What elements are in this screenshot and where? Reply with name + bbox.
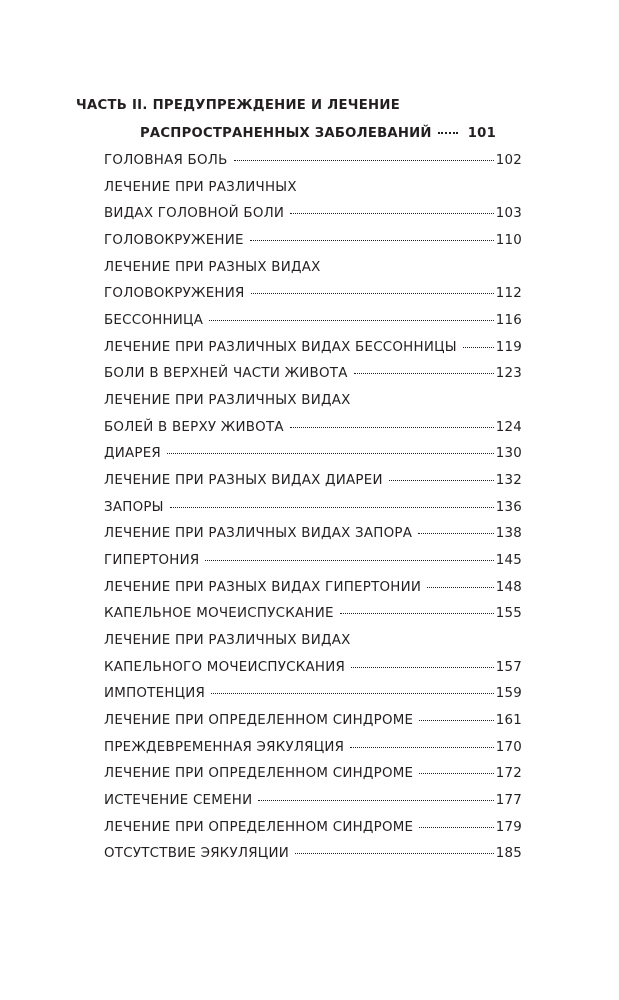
toc-entry [104, 206, 522, 226]
toc-entry-page: 161 [495, 713, 522, 728]
toc-entry-page: 119 [495, 340, 522, 355]
toc-entry-title: КАПЕЛЬНОЕ МОЧЕИСПУСКАНИЕ [104, 606, 334, 621]
toc-entry-title-line1: ЛЕЧЕНИЕ ПРИ РАЗЛИЧНЫХ ВИДАХ [104, 633, 351, 648]
leader-dots [170, 507, 494, 508]
toc-entry-title: ГИПЕРТОНИЯ [104, 553, 200, 568]
toc-entry-title: ЛЕЧЕНИЕ ПРИ РАЗЛИЧНЫХ ВИДАХ БЕССОННИЦЫ [104, 340, 457, 355]
leader-dots [250, 240, 494, 241]
toc-entry [104, 233, 522, 253]
toc-entry-page: 185 [495, 846, 522, 861]
leader-dots [389, 480, 494, 481]
leader-dots [438, 132, 458, 134]
toc-entry-title: ИСТЕЧЕНИЕ СЕМЕНИ [104, 793, 253, 808]
toc-entry-page: 155 [495, 606, 522, 621]
toc-entry [104, 740, 522, 760]
leader-dots [350, 747, 493, 748]
toc-entry-page: 112 [495, 286, 522, 301]
toc-entry-page: 157 [495, 660, 522, 675]
toc-entry-title: ВИДАХ ГОЛОВНОЙ БОЛИ [104, 206, 285, 221]
leader-dots [354, 373, 494, 374]
toc-entry [104, 366, 522, 386]
leader-dots [211, 693, 494, 694]
toc-entry-title: ЗАПОРЫ [104, 500, 164, 515]
toc-entry-page: 123 [495, 366, 522, 381]
toc-entry-title: ЛЕЧЕНИЕ ПРИ РАЗНЫХ ВИДАХ ДИАРЕИ [104, 473, 383, 488]
toc-entry [104, 820, 522, 840]
toc-entry-page: 148 [495, 580, 522, 595]
leader-dots [463, 347, 494, 348]
leader-dots [209, 320, 494, 321]
toc-entry-page: 172 [495, 766, 522, 781]
leader-dots [351, 667, 494, 668]
toc-entry [104, 153, 522, 173]
toc-entry-page: 136 [495, 500, 522, 515]
toc-entry-page: 103 [495, 206, 522, 221]
toc-entry [104, 580, 522, 600]
leader-dots [295, 853, 494, 854]
toc-entry-page: 102 [495, 153, 522, 168]
leader-dots [340, 613, 494, 614]
toc-entry [104, 446, 522, 466]
toc-entry-page: 170 [495, 740, 522, 755]
toc-entry [104, 313, 522, 333]
toc-entry-title: БЕССОННИЦА [104, 313, 204, 328]
toc-entry-title: ЛЕЧЕНИЕ ПРИ ОПРЕДЕЛЕННОМ СИНДРОМЕ [104, 766, 414, 781]
toc-entry-title: ПРЕЖДЕВРЕМЕННАЯ ЭЯКУЛЯЦИЯ [104, 740, 345, 755]
toc-entry-title-line1: ЛЕЧЕНИЕ ПРИ РАЗЛИЧНЫХ ВИДАХ [104, 393, 351, 408]
toc-entry-title-line1: ЛЕЧЕНИЕ ПРИ РАЗЛИЧНЫХ [104, 180, 297, 195]
toc-entry-title: ЛЕЧЕНИЕ ПРИ ОПРЕДЕЛЕННОМ СИНДРОМЕ [104, 820, 414, 835]
toc-entry [104, 660, 522, 680]
toc-entry [104, 473, 522, 493]
toc-entry-page: 159 [495, 686, 522, 701]
toc-entry [104, 340, 522, 360]
toc-entry-title: ГОЛОВОКРУЖЕНИЕ [104, 233, 244, 248]
part-heading-entry [140, 126, 496, 146]
toc-entry [104, 420, 522, 440]
toc-entry-page: 132 [495, 473, 522, 488]
part-page-number: 101 [467, 126, 496, 141]
leader-dots [290, 427, 494, 428]
leader-dots [427, 587, 494, 588]
toc-entry-title: ДИАРЕЯ [104, 446, 161, 461]
leader-dots [419, 827, 493, 828]
leader-dots [258, 800, 493, 801]
leader-dots [251, 293, 494, 294]
toc-entry [104, 553, 522, 573]
toc-entry-title: ИМПОТЕНЦИЯ [104, 686, 206, 701]
toc-entry [104, 846, 522, 866]
toc-entry [104, 286, 522, 306]
leader-dots [234, 160, 494, 161]
leader-dots [167, 453, 494, 454]
leader-dots [418, 533, 494, 534]
toc-entry-page: 138 [495, 526, 522, 541]
toc-entry-title: ЛЕЧЕНИЕ ПРИ ОПРЕДЕЛЕННОМ СИНДРОМЕ [104, 713, 414, 728]
toc-entry-page: 116 [495, 313, 522, 328]
toc-entry-page: 179 [495, 820, 522, 835]
part-heading: ЧАСТЬ II. ПРЕДУПРЕЖДЕНИЕ И ЛЕЧЕНИЕ [76, 98, 401, 113]
toc-entry [104, 713, 522, 733]
toc-entry-title: КАПЕЛЬНОГО МОЧЕИСПУСКАНИЯ [104, 660, 346, 675]
toc-entry-title: БОЛИ В ВЕРХНЕЙ ЧАСТИ ЖИВОТА [104, 366, 348, 381]
toc-entry-title: ОТСУТСТВИЕ ЭЯКУЛЯЦИИ [104, 846, 289, 861]
leader-dots [419, 720, 493, 721]
toc-entry [104, 606, 522, 626]
toc-entry [104, 526, 522, 546]
toc-entry-title: ГОЛОВНАЯ БОЛЬ [104, 153, 228, 168]
toc-entry-title-line1: ЛЕЧЕНИЕ ПРИ РАЗНЫХ ВИДАХ [104, 260, 321, 275]
leader-dots [205, 560, 493, 561]
toc-entry-title: ГОЛОВОКРУЖЕНИЯ [104, 286, 245, 301]
toc-entry-page: 124 [495, 420, 522, 435]
toc-entry-title: ЛЕЧЕНИЕ ПРИ РАЗНЫХ ВИДАХ ГИПЕРТОНИИ [104, 580, 422, 595]
toc-entry-page: 145 [495, 553, 522, 568]
toc-entry-title: БОЛЕЙ В ВЕРХУ ЖИВОТА [104, 420, 284, 435]
toc-entry-page: 177 [495, 793, 522, 808]
leader-dots [290, 213, 493, 214]
leader-dots [419, 773, 493, 774]
toc-entry-page: 110 [495, 233, 522, 248]
toc-entry-title: ЛЕЧЕНИЕ ПРИ РАЗЛИЧНЫХ ВИДАХ ЗАПОРА [104, 526, 413, 541]
toc-entry [104, 500, 522, 520]
part-heading-continuation: РАСПРОСТРАНЕННЫХ ЗАБОЛЕВАНИЙ [140, 126, 432, 141]
toc-entry [104, 793, 522, 813]
toc-entry [104, 686, 522, 706]
toc-entry [104, 766, 522, 786]
toc-entry-page: 130 [495, 446, 522, 461]
